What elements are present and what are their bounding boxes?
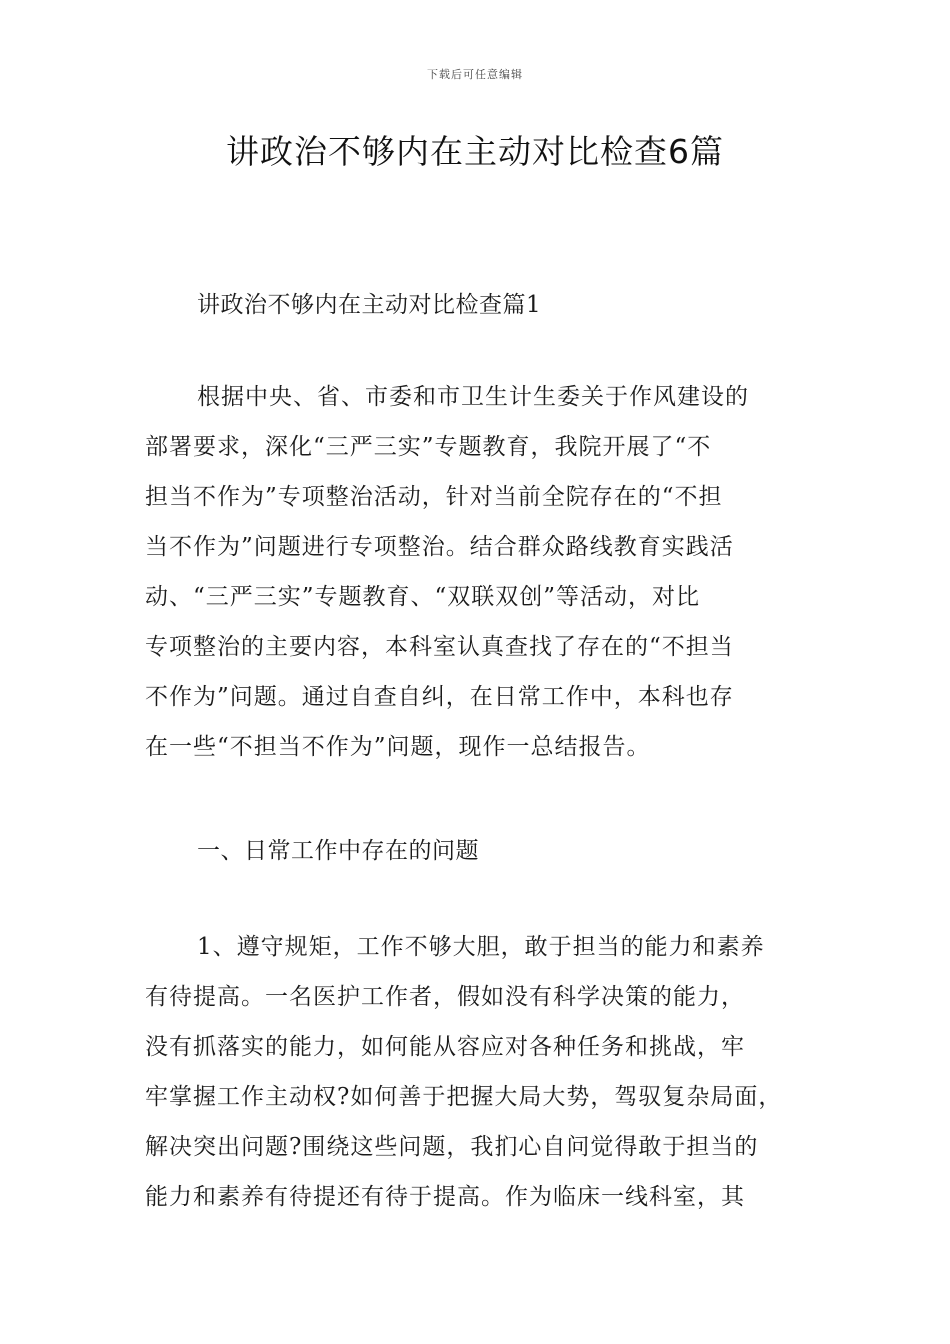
paragraph-line: 能力和素养有待提还有待于提高。作为临床一线科室，其 (145, 1184, 745, 1210)
paragraph-line: 根据中央、省、市委和市卫生计生委关于作风建设的 (197, 384, 749, 410)
paragraph-intro (145, 372, 825, 772)
paragraph-line: 当不作为”问题进行专项整治。结合群众路线教育实践活 (145, 534, 734, 560)
paragraph-line: 不作为”问题。通过自查自纠，在日常工作中，本科也存 (145, 684, 734, 710)
paragraph-line: 担当不作为”专项整治活动，针对当前全院存在的“不担 (145, 484, 723, 510)
section-heading: 一、日常工作中存在的问题 (197, 838, 479, 864)
paragraph-line: 没有抓落实的能力，如何能从容应对各种任务和挑战，牢 (145, 1034, 745, 1060)
header-note: 下载后可任意编辑 (427, 68, 523, 81)
paragraph-line: 解决突出问题?围绕这些问题，我扪心自问觉得敢于担当的 (145, 1134, 759, 1160)
paragraph-line: 牢掌握工作主动权?如何善于把握大局大势，驾驭复杂局面， (145, 1084, 783, 1110)
paragraph-line: 动、“三严三实”专题教育、“双联双创”等活动，对比 (145, 584, 701, 610)
paragraph-line: 有待提高。一名医护工作者，假如没有科学决策的能力， (145, 984, 745, 1010)
paragraph-line: 专项整治的主要内容，本科室认真查找了存在的“不担当 (145, 634, 734, 660)
paragraph-line: 1、遵守规矩，工作不够大胆，敢于担当的能力和素养 (197, 934, 765, 960)
paragraph-line: 部署要求，深化“三严三实”专题教育，我院开展了“不 (145, 434, 712, 460)
document-title: 讲政治不够内在主动对比检查6篇 (226, 132, 724, 171)
paragraph-problems (145, 922, 825, 1222)
paragraph-line: 在一些“不担当不作为”问题，现作一总结报告。 (145, 734, 651, 760)
article-subtitle: 讲政治不够内在主动对比检查篇1 (197, 292, 542, 318)
